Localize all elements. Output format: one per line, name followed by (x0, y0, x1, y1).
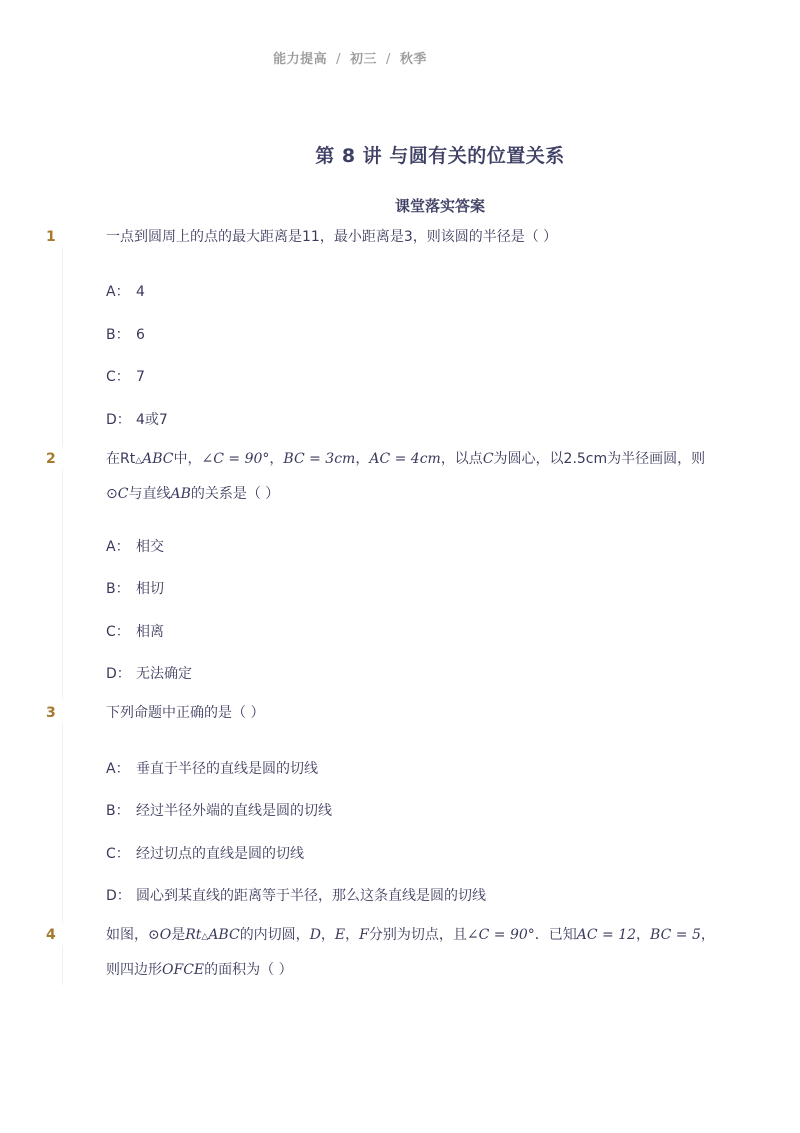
breadcrumb-item: 秋季 (399, 52, 427, 67)
breadcrumb-item: 能力提高 (273, 52, 328, 67)
option-c[interactable]: C： 7 (106, 369, 145, 385)
question-divider (62, 469, 63, 699)
breadcrumb-separator: / (386, 52, 391, 67)
breadcrumb-separator: / (336, 52, 341, 67)
option-b[interactable]: B： 相切 (106, 581, 164, 597)
option-b[interactable]: B： 6 (106, 327, 145, 343)
question-divider (62, 723, 63, 923)
question-number: 1 (46, 229, 56, 245)
question-text: 在Rt△ABC中，∠C = 90°，BC = 3cm，AC = 4cm，以点C为圆心，以2.5cm为半径画圆，则⊙C与直线AB的关系是（ ） (106, 451, 706, 502)
option-a[interactable]: A： 4 (106, 284, 145, 300)
question-divider (62, 247, 63, 447)
section-subtitle: 课堂落实答案 (394, 197, 485, 215)
question-text: 如图，⊙O是Rt△ABC的内切圆，D，E，F分别为切点，且∠C = 90°．已知AC = 12，BC = 5，则四边形OFCE的面积为（ ） (106, 927, 715, 978)
question-divider (62, 945, 63, 985)
option-c[interactable]: C： 相离 (106, 624, 164, 640)
breadcrumb (0, 48, 700, 67)
option-b[interactable]: B： 经过半径外端的直线是圆的切线 (106, 803, 332, 819)
option-a[interactable]: A： 垂直于半径的直线是圆的切线 (106, 761, 318, 777)
option-d[interactable]: D： 圆心到某直线的距离等于半径，那么这条直线是圆的切线 (106, 888, 486, 904)
breadcrumb-item: 初三 (349, 52, 377, 67)
question-number: 3 (46, 705, 56, 721)
option-d[interactable]: D： 4或7 (106, 412, 168, 428)
option-d[interactable]: D： 无法确定 (106, 666, 192, 682)
option-a[interactable]: A： 相交 (106, 539, 164, 555)
question-number: 2 (46, 451, 56, 467)
question-text: 一点到圆周上的点的最大距离是11，最小距离是3，则该圆的半径是（ ） (106, 229, 558, 245)
question-text: 下列命题中正确的是（ ） (106, 705, 265, 721)
option-c[interactable]: C： 经过切点的直线是圆的切线 (106, 846, 304, 862)
page-title: 第 8 讲 与圆有关的位置关系 (315, 145, 565, 167)
question-number: 4 (46, 927, 56, 943)
